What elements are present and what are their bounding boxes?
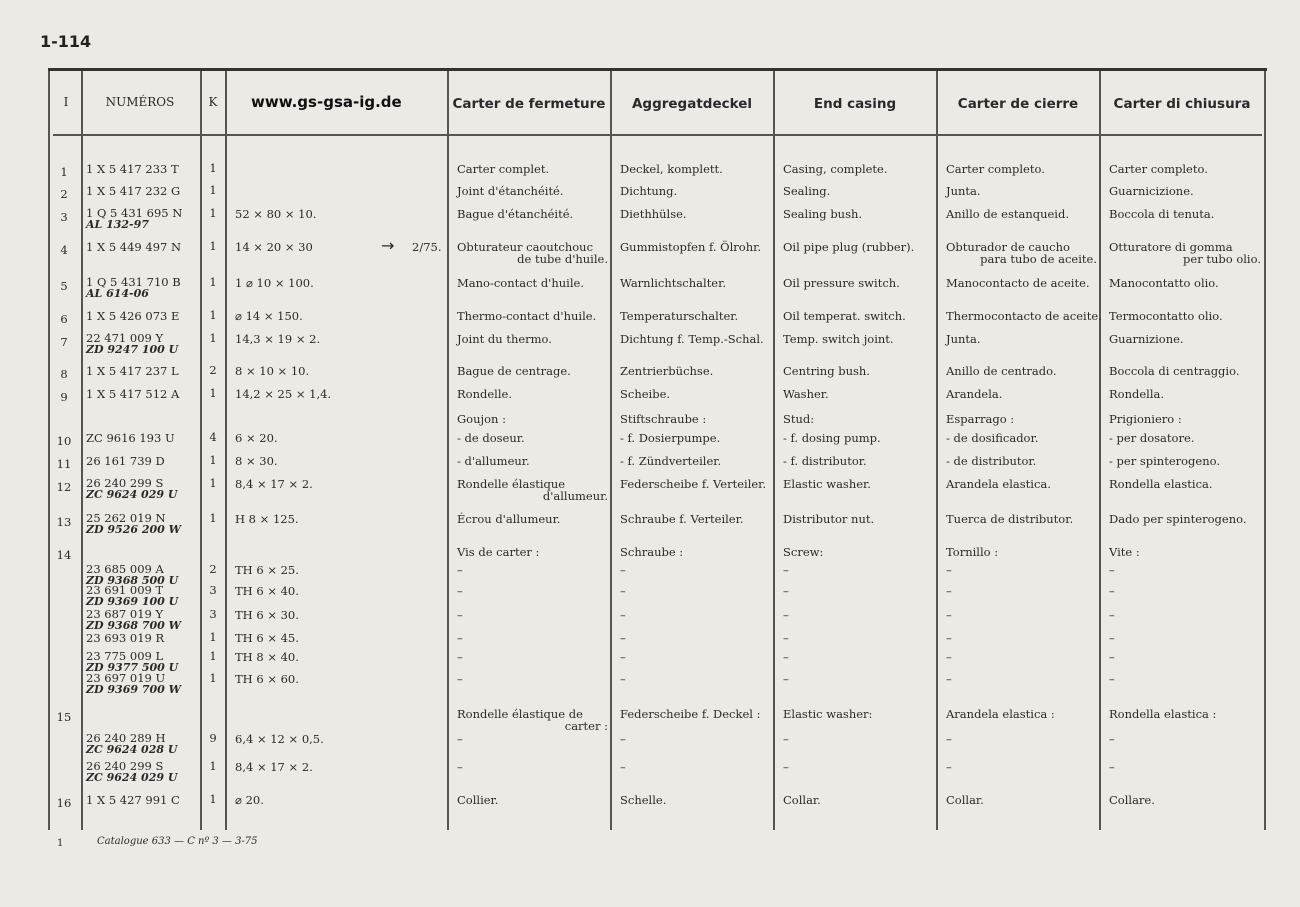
part-number: 23 775 009 L [86, 649, 164, 663]
part-number: 1 X 5 417 512 A [86, 387, 180, 401]
dimensions: TH 8 × 40. [235, 650, 299, 664]
desc-it: Prigioniero : [1109, 412, 1182, 426]
dimensions: 14,2 × 25 × 1,4. [235, 387, 332, 401]
desc-de: – [620, 631, 626, 645]
part-number: 26 240 289 H [86, 731, 166, 745]
quantity: 1 [209, 308, 217, 322]
row-index: 1 [60, 165, 68, 179]
desc-fr: – [457, 563, 463, 577]
desc-en: Elastic washer: [783, 707, 873, 721]
desc-de: Warnlichtschalter. [620, 276, 727, 290]
header-french: Carter de fermeture [452, 96, 606, 112]
part-number: 1 X 5 417 233 T [86, 162, 179, 176]
dimensions: TH 6 × 60. [235, 672, 299, 686]
dimensions: TH 6 × 40. [235, 584, 299, 598]
desc-en: – [783, 732, 789, 746]
part-ref-code: ZD 9526 200 W [86, 523, 181, 536]
desc-de: – [620, 584, 626, 598]
part-number: 23 685 009 A [86, 562, 164, 576]
desc-fr: – [457, 760, 463, 774]
part-number: 26 161 739 D [86, 454, 165, 468]
desc-en: Oil pipe plug (rubber). [783, 240, 915, 254]
col-line [610, 71, 612, 830]
desc-de: Schraube f. Verteiler. [620, 512, 744, 526]
dimensions: 14 × 20 × 30 [235, 240, 313, 254]
desc-it: Dado per spinterogeno. [1109, 512, 1247, 526]
desc-fr: Collier. [457, 793, 499, 807]
desc-fr: – [457, 732, 463, 746]
dimensions: H 8 × 125. [235, 512, 299, 526]
desc-fr: Carter complet. [457, 162, 550, 176]
dimensions: 8,4 × 17 × 2. [235, 760, 313, 774]
quantity: 1 [209, 511, 217, 525]
desc-es: – [946, 563, 952, 577]
desc-de: Diethhülse. [620, 207, 687, 221]
row-index: 5 [60, 279, 68, 293]
quantity: 1 [209, 453, 217, 467]
desc-de: Gummistopfen f. Ölrohr. [620, 240, 761, 254]
footer-number: 1 [57, 838, 64, 849]
dimensions: ⌀ 14 × 150. [235, 309, 303, 323]
desc-fr: Vis de carter : [457, 545, 540, 559]
part-ref-code: ZC 9624 029 U [86, 488, 178, 501]
dimensions: 6 × 20. [235, 431, 278, 445]
part-number: 1 Q 5 431 710 B [86, 275, 181, 289]
desc-it: – [1109, 563, 1115, 577]
desc-en: Elastic washer. [783, 477, 871, 491]
header-i: I [63, 95, 69, 109]
part-number: 1 Q 5 431 695 N [86, 206, 183, 220]
desc-it: Rondella elastica : [1109, 707, 1217, 721]
desc-it: – [1109, 608, 1115, 622]
desc-fr: Rondelle élastique de [457, 707, 583, 721]
dimensions: 6,4 × 12 × 0,5. [235, 732, 324, 746]
quantity: 9 [209, 731, 217, 745]
desc-fr: Thermo-contact d'huile. [457, 309, 597, 323]
desc-es: - de dosificador. [946, 431, 1039, 445]
dimensions: 8,4 × 17 × 2. [235, 477, 313, 491]
desc-fr: Mano-contact d'huile. [457, 276, 584, 290]
desc-es: – [946, 672, 952, 686]
header-german: Aggregatdeckel [631, 96, 753, 112]
part-number: 26 240 299 S [86, 476, 164, 490]
desc-en: Oil pressure switch. [783, 276, 900, 290]
quantity: 1 [209, 649, 217, 663]
desc-it: - per dosatore. [1109, 431, 1195, 445]
dimensions: 1 ⌀ 10 × 100. [235, 276, 314, 290]
dimensions: ⌀ 20. [235, 793, 264, 807]
desc-en: - f. dosing pump. [783, 431, 881, 445]
desc-de: Stiftschraube : [620, 412, 707, 426]
desc-fr: – [457, 584, 463, 598]
desc-it: Rondella. [1109, 387, 1165, 401]
col-line [936, 71, 938, 830]
desc-fr: Écrou d'allumeur. [457, 512, 561, 526]
desc-en: – [783, 650, 789, 664]
desc-it: Vite : [1109, 545, 1140, 559]
desc-es: – [946, 650, 952, 664]
part-ref-code: ZD 9369 700 W [86, 683, 181, 696]
desc-es: Collar. [946, 793, 984, 807]
header-english: End casing [813, 96, 897, 112]
desc-es: – [946, 760, 952, 774]
desc-es: Obturador de caucho [946, 240, 1070, 254]
quantity: 1 [209, 630, 217, 644]
desc-it: Collare. [1109, 793, 1155, 807]
row-index: 12 [56, 480, 72, 494]
desc-es: – [946, 732, 952, 746]
dimensions: 52 × 80 × 10. [235, 207, 317, 221]
col-line [1099, 71, 1101, 830]
desc-fr: - d'allumeur. [457, 454, 530, 468]
part-number: 26 240 299 S [86, 759, 164, 773]
row-index: 9 [60, 390, 68, 404]
row-index: 13 [56, 515, 72, 529]
dimensions: TH 6 × 30. [235, 608, 299, 622]
row-index: 8 [60, 367, 68, 381]
desc-es-cont: para tubo de aceite. [980, 252, 1097, 266]
desc-en: – [783, 631, 789, 645]
desc-en: Collar. [783, 793, 821, 807]
quantity: 1 [209, 275, 217, 289]
dimensions: TH 6 × 25. [235, 563, 299, 577]
quantity: 1 [209, 792, 217, 806]
desc-it: Rondella elastica. [1109, 477, 1213, 491]
part-number: 23 691 009 T [86, 583, 164, 597]
row-index: 16 [56, 796, 72, 810]
desc-es: Manocontacto de aceite. [946, 276, 1090, 290]
desc-it: - per spinterogeno. [1109, 454, 1221, 468]
desc-it: Termocontatto olio. [1109, 309, 1223, 323]
desc-es: – [946, 584, 952, 598]
header-k: K [208, 95, 218, 109]
header-numeros: NUMÉROS [105, 95, 175, 109]
part-ref-code: ZD 9377 500 U [86, 661, 179, 674]
desc-en: Centring bush. [783, 364, 870, 378]
desc-de: Federscheibe f. Verteiler. [620, 477, 767, 491]
part-number: 23 697 019 U [86, 671, 166, 685]
desc-de: Schraube : [620, 545, 684, 559]
desc-es: Arandela elastica : [946, 707, 1055, 721]
col-line [773, 71, 775, 830]
part-number: 1 X 5 426 073 E [86, 309, 180, 323]
header-spanish: Carter de cierre [957, 96, 1079, 112]
desc-es: Arandela elastica. [946, 477, 1051, 491]
desc-en: Sealing. [783, 184, 831, 198]
desc-de: – [620, 608, 626, 622]
desc-fr-cont: carter : [564, 719, 608, 733]
desc-en: – [783, 584, 789, 598]
desc-fr: – [457, 631, 463, 645]
part-number: 23 693 019 R [86, 631, 165, 645]
part-number: 25 262 019 N [86, 511, 166, 525]
desc-it: Boccola di centraggio. [1109, 364, 1240, 378]
desc-fr-cont: d'allumeur. [542, 489, 608, 503]
desc-de: Temperaturschalter. [620, 309, 739, 323]
desc-fr: Rondelle. [457, 387, 512, 401]
col-line [1264, 71, 1266, 830]
desc-de: Dichtung f. Temp.-Schal. [620, 332, 764, 346]
dimensions: TH 6 × 45. [235, 631, 299, 645]
desc-fr: - de doseur. [457, 431, 525, 445]
header-separator [53, 134, 1262, 136]
quantity: 3 [209, 607, 217, 621]
desc-fr: – [457, 608, 463, 622]
desc-en: - f. distributor. [783, 454, 867, 468]
desc-fr: Bague d'étanchéité. [457, 207, 574, 221]
desc-es: Junta. [946, 184, 981, 198]
desc-es: Anillo de estanqueid. [946, 207, 1070, 221]
desc-en: Stud: [783, 412, 815, 426]
desc-it: – [1109, 760, 1115, 774]
desc-it: Boccola di tenuta. [1109, 207, 1215, 221]
col-line [200, 71, 202, 830]
part-ref-code: ZD 9368 500 U [86, 574, 179, 587]
desc-de: – [620, 650, 626, 664]
page-number: 1-114 [40, 32, 92, 51]
desc-fr: Rondelle élastique [457, 477, 566, 491]
desc-en: Washer. [783, 387, 829, 401]
desc-en: Temp. switch joint. [783, 332, 894, 346]
desc-it-cont: per tubo olio. [1183, 252, 1261, 266]
desc-en: Casing, complete. [783, 162, 888, 176]
desc-fr-cont: de tube d'huile. [517, 252, 608, 266]
row-index: 2 [60, 187, 68, 201]
desc-de: Scheibe. [620, 387, 671, 401]
row-index: 3 [60, 210, 68, 224]
website-watermark: www.gs-gsa-ig.de [251, 93, 402, 111]
desc-it: Otturatore di gomma [1109, 240, 1233, 254]
row-index: 10 [56, 434, 72, 448]
quantity: 4 [209, 430, 217, 444]
desc-it: Guarnizione. [1109, 332, 1184, 346]
quantity: 1 [209, 671, 217, 685]
quantity: 1 [209, 161, 217, 175]
dimensions: 8 × 10 × 10. [235, 364, 310, 378]
desc-en: – [783, 672, 789, 686]
desc-es: Esparrago : [946, 412, 1015, 426]
desc-de: Schelle. [620, 793, 667, 807]
row-index: 4 [60, 243, 68, 257]
row-index: 11 [56, 457, 72, 471]
desc-de: – [620, 563, 626, 577]
desc-fr: Obturateur caoutchouc [457, 240, 594, 254]
col-line [81, 71, 83, 830]
desc-it: Manocontatto olio. [1109, 276, 1219, 290]
row-index: 15 [56, 710, 72, 724]
desc-en: – [783, 608, 789, 622]
part-ref-code: ZC 9624 028 U [86, 743, 178, 756]
desc-fr: Joint du thermo. [457, 332, 552, 346]
desc-en: Sealing bush. [783, 207, 863, 221]
desc-es: Arandela. [946, 387, 1003, 401]
desc-de: – [620, 672, 626, 686]
desc-es: Anillo de centrado. [946, 364, 1057, 378]
desc-fr: Bague de centrage. [457, 364, 571, 378]
header-italian: Carter di chiusura [1113, 96, 1251, 112]
quantity: 1 [209, 239, 217, 253]
desc-en: – [783, 760, 789, 774]
desc-it: – [1109, 584, 1115, 598]
quantity: 3 [209, 583, 217, 597]
desc-de: Zentrierbüchse. [620, 364, 714, 378]
row-index: 7 [60, 335, 68, 349]
desc-es: Tuerca de distributor. [946, 512, 1074, 526]
part-number: 23 687 019 Y [86, 607, 164, 621]
desc-it: Carter completo. [1109, 162, 1208, 176]
part-ref-code: ZC 9624 029 U [86, 771, 178, 784]
desc-de: - f. Dosierpumpe. [620, 431, 721, 445]
quantity: 1 [209, 331, 217, 345]
part-number: 1 X 5 417 232 G [86, 184, 181, 198]
desc-en: Distributor nut. [783, 512, 875, 526]
part-number: ZC 9616 193 U [86, 431, 175, 445]
quantity: 2 [209, 562, 217, 576]
desc-en: Oil temperat. switch. [783, 309, 906, 323]
desc-en: Screw: [783, 545, 824, 559]
desc-fr: – [457, 672, 463, 686]
part-ref-code: AL 132-97 [86, 218, 149, 231]
col-line [447, 71, 449, 830]
desc-it: – [1109, 672, 1115, 686]
row-index: 6 [60, 312, 68, 326]
desc-es: Tornillo : [946, 545, 999, 559]
desc-it: – [1109, 650, 1115, 664]
desc-de: – [620, 732, 626, 746]
arrow-icon: → [381, 236, 395, 255]
desc-de: Dichtung. [620, 184, 678, 198]
desc-es: - de distributor. [946, 454, 1037, 468]
desc-de: – [620, 760, 626, 774]
part-number: 22 471 009 Y [86, 331, 164, 345]
desc-it: Guarnicizione. [1109, 184, 1194, 198]
quantity: 1 [209, 759, 217, 773]
dimensions: 8 × 30. [235, 454, 278, 468]
desc-it: – [1109, 732, 1115, 746]
desc-en: – [783, 563, 789, 577]
desc-es: – [946, 631, 952, 645]
desc-es: Junta. [946, 332, 981, 346]
col-line [225, 71, 227, 830]
desc-es: Carter completo. [946, 162, 1045, 176]
desc-de: Deckel, komplett. [620, 162, 723, 176]
change-note: 2/75. [412, 240, 442, 254]
desc-es: Thermocontacto de aceite. [946, 309, 1102, 323]
desc-fr: Joint d'étanchéité. [457, 184, 564, 198]
desc-de: Federscheibe f. Deckel : [620, 707, 761, 721]
part-ref-code: ZD 9369 100 U [86, 595, 179, 608]
desc-de: - f. Zündverteiler. [620, 454, 722, 468]
part-ref-code: AL 614-06 [86, 287, 149, 300]
dimensions: 14,3 × 19 × 2. [235, 332, 321, 346]
part-number: 1 X 5 417 237 L [86, 364, 179, 378]
desc-fr: – [457, 650, 463, 664]
table-top-border [48, 68, 1267, 71]
desc-es: – [946, 608, 952, 622]
quantity: 2 [209, 363, 217, 377]
quantity: 1 [209, 183, 217, 197]
catalogue-reference: Catalogue 633 — C nº 3 — 3-75 [97, 836, 258, 847]
row-index: 14 [56, 548, 72, 562]
part-ref-code: ZD 9368 700 W [86, 619, 181, 632]
part-number: 1 X 5 449 497 N [86, 240, 182, 254]
part-number: 1 X 5 427 991 C [86, 793, 180, 807]
desc-fr: Goujon : [457, 412, 506, 426]
quantity: 1 [209, 386, 217, 400]
quantity: 1 [209, 476, 217, 490]
quantity: 1 [209, 206, 217, 220]
part-ref-code: ZD 9247 100 U [86, 343, 179, 356]
desc-it: – [1109, 631, 1115, 645]
